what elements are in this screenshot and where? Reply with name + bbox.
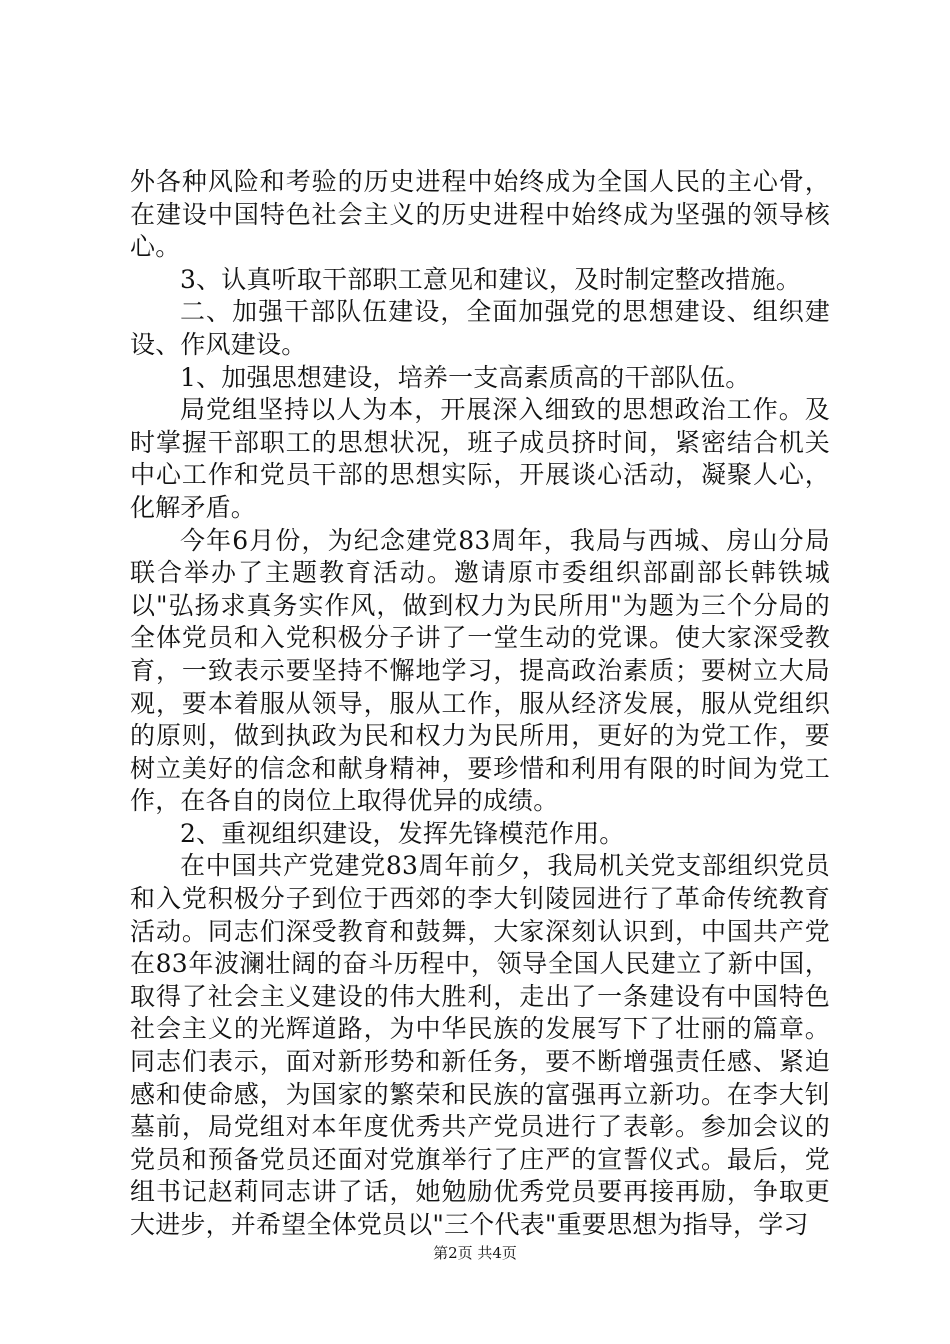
document-body [130, 166, 830, 1242]
paragraph-june-activity: 今年6月份，为纪念建党83周年，我局与西城、房山分局联合举办了主题教育活动。邀请原市委组织部副部长韩铁城以"弘扬求真务实作风，做到权力为民所用"为题为三个分局的全体党员和入党积极分子讲了一堂生动的党课。使大家深受教育，一致表示要坚持不懈地学习，提高政治素质；要树立大局观，要本着服从领导，服从工作，服从经济发展，服从党组织的原则，做到执政为民和权力为民所用，更好的为党工作，要树立美好的信念和献身精神，要珍惜和利用有限的时间为党工作，在各自的岗位上取得优异的成绩。 [130, 525, 830, 816]
paragraph-item-2: 2、重视组织建设，发挥先锋模范作用。 [180, 818, 625, 848]
page-number-footer: 第2页 共4页 [433, 1244, 517, 1262]
paragraph-memorial-visit: 在中国共产党建党83周年前夕，我局机关党支部组织党员和入党积极分子到位于西郊的李大钊陵园进行了革命传统教育活动。同志们深受教育和鼓舞，大家深刻认识到，中国共产党在83年波澜壮阔的奋斗历程中，领导全国人民建立了新中国，取得了社会主义建设的伟大胜利，走出了一条建设有中国特色社会主义的光辉道路，为中华民族的发展写下了壮丽的篇章。同志们表示，面对新形势和新任务，要不断增强责任感、紧迫感和使命感，为国家的繁荣和民族的富强再立新功。在李大钊墓前，局党组对本年度优秀共产党员进行了表彰。参加会议的党员和预备党员还面对党旗举行了庄严的宣誓仪式。最后，党组书记赵莉同志讲了话，她勉励优秀党员要再接再励，争取更大进步，并希望全体党员以"三个代表"重要思想为指导，学习 [130, 851, 830, 1239]
paragraph-item-3: 3、认真听取干部职工意见和建议，及时制定整改措施。 [180, 264, 801, 294]
section-heading-2: 二、加强干部队伍建设，全面加强党的思想建设、组织建设、作风建设。 [130, 297, 830, 359]
paragraph-continuation: 外各种风险和考验的历史进程中始终成为全国人民的主心骨，在建设中国特色社会主义的历史进程中始终成为坚强的领导核心。 [130, 167, 830, 262]
paragraph-ideology-work: 局党组坚持以人为本，开展深入细致的思想政治工作。及时掌握干部职工的思想状况，班子成员挤时间，紧密结合机关中心工作和党员干部的思想实际，开展谈心活动，凝聚人心，化解矛盾。 [130, 395, 830, 522]
paragraph-item-1: 1、加强思想建设，培养一支高素质高的干部队伍。 [180, 362, 751, 392]
